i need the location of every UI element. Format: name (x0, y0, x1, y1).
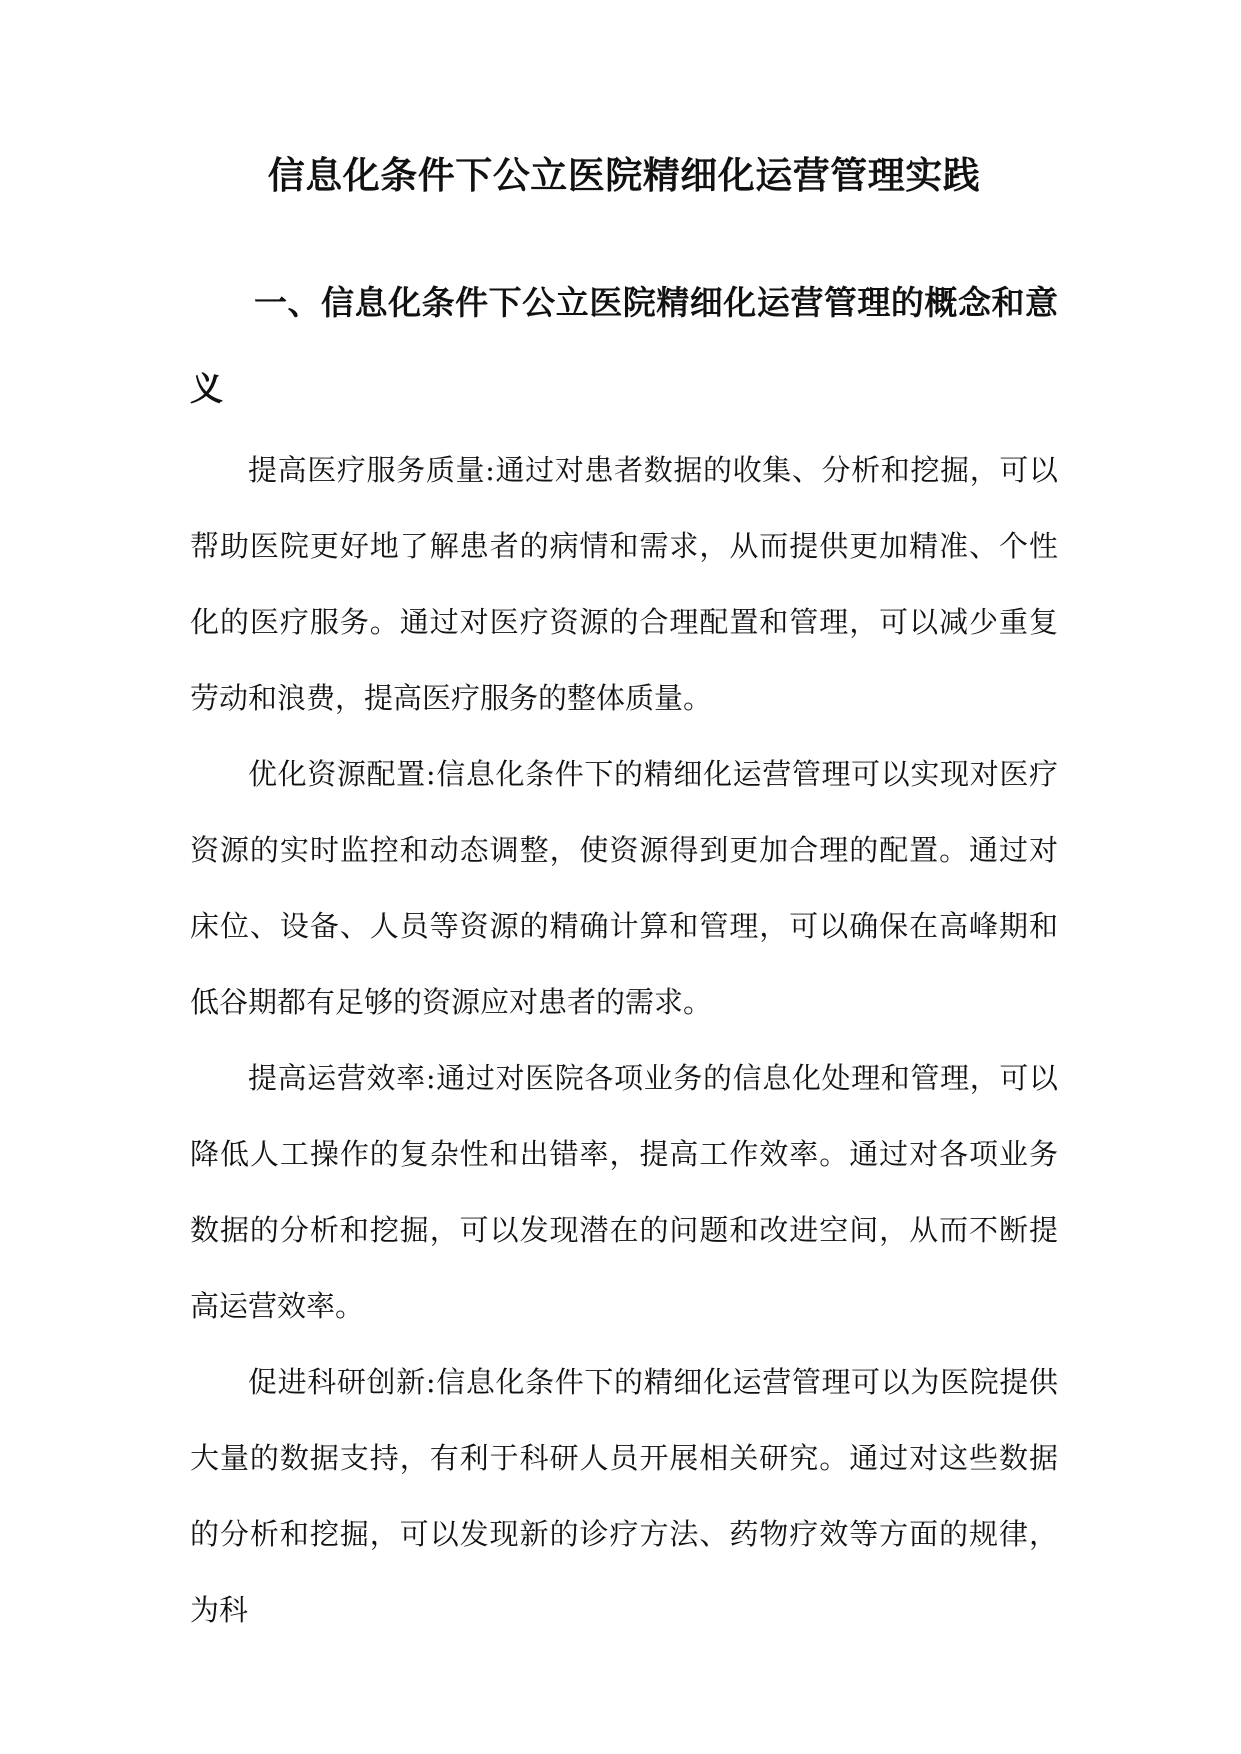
paragraph-text: 信息化条件下的精细化运营管理可以实现对医疗资源的实时监控和动态调整，使资源得到更加合理的配置。通过对床位、设备、人员等资源的精确计算和管理，可以确保在高峰期和低谷期都有足够的资源应对患者的需求。 (190, 757, 1058, 1019)
document-body (190, 140, 1058, 1648)
paragraph-research-innovation (190, 1344, 1058, 1648)
paragraph-operational-efficiency (190, 1040, 1058, 1344)
paragraph-label: 提高医疗服务质量: (248, 453, 495, 487)
paragraph-label: 优化资源配置: (248, 757, 436, 791)
paragraph-text: 通过对患者数据的收集、分析和挖掘，可以帮助医院更好地了解患者的病情和需求，从而提供更加精准、个性化的医疗服务。通过对医疗资源的合理配置和管理，可以减少重复劳动和浪费，提高医疗服务的整体质量。 (190, 453, 1058, 715)
paragraph-text: 通过对医院各项业务的信息化处理和管理，可以降低人工操作的复杂性和出错率，提高工作效率。通过对各项业务数据的分析和挖掘，可以发现潜在的问题和改进空间，从而不断提高运营效率。 (190, 1061, 1058, 1323)
paragraph-label: 提高运营效率: (248, 1061, 436, 1095)
document-title: 信息化条件下公立医院精细化运营管理实践 (267, 153, 981, 197)
paragraph-text: 信息化条件下的精细化运营管理可以为医院提供大量的数据支持，有利于科研人员开展相关研究。通过对这些数据的分析和挖掘，可以发现新的诊疗方法、药物疗效等方面的规律，为科 (190, 1365, 1058, 1627)
paragraph-service-quality (190, 432, 1058, 736)
paragraph-label: 促进科研创新: (248, 1365, 436, 1399)
section-heading: 一、信息化条件下公立医院精细化运营管理的概念和意义 (190, 283, 1058, 408)
paragraph-resource-allocation (190, 736, 1058, 1040)
